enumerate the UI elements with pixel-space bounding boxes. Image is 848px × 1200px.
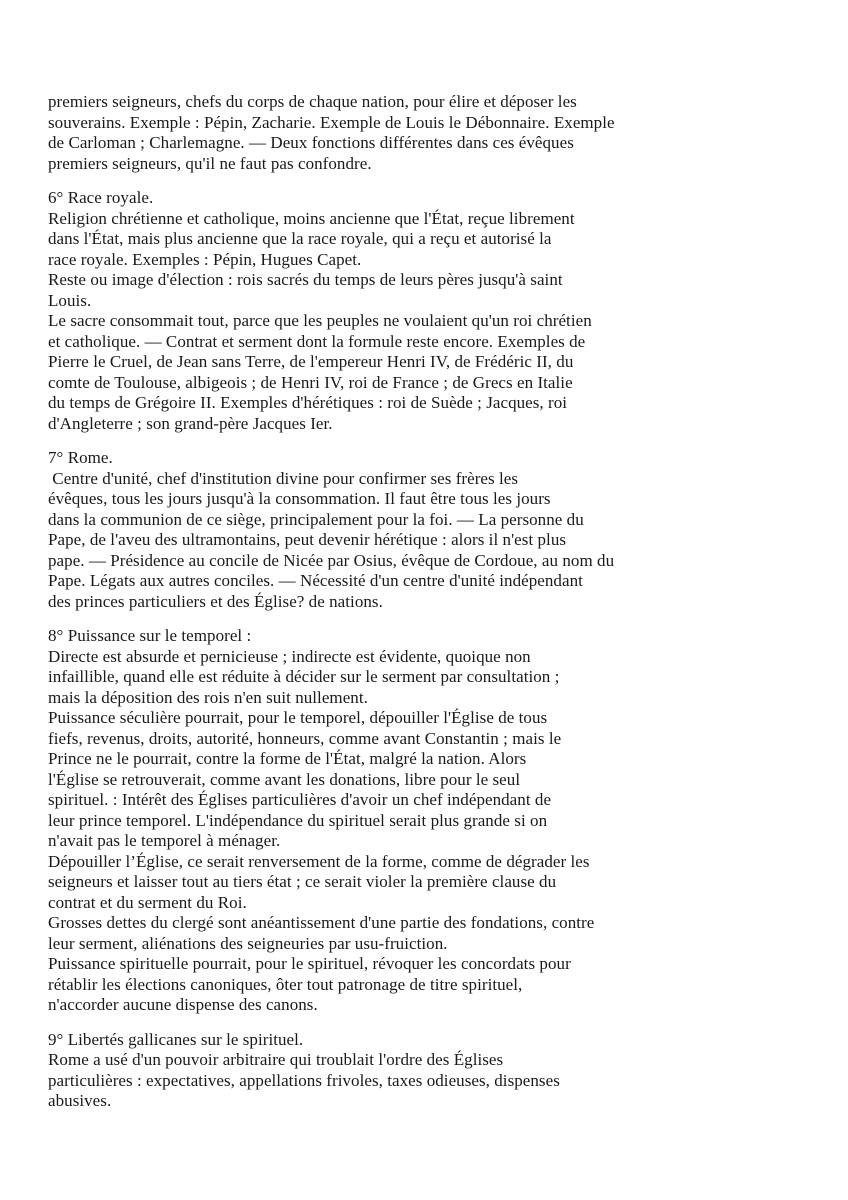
text-line: n'avait pas le temporel à ménager. xyxy=(48,831,281,850)
text-line: Puissance séculière pourrait, pour le temporel, dépouiller l'Église de tous xyxy=(48,708,548,727)
text-line: évêques, tous les jours jusqu'à la consommation. Il faut être tous les jours xyxy=(48,489,551,508)
section-6-race-royale xyxy=(48,188,633,434)
text-line: abusives. xyxy=(48,1091,112,1110)
text-line: Religion chrétienne et catholique, moins ancienne que l'État, reçue librement xyxy=(48,208,575,228)
text-line: Rome a usé d'un pouvoir arbitraire qui troublait l'ordre des Églises xyxy=(48,1050,504,1069)
text-line: Grosses dettes du clergé sont anéantissement d'une partie des fondations, contre xyxy=(48,913,595,932)
text-line: contrat et du serment du Roi. xyxy=(48,892,247,912)
text-line: Reste ou image d'élection : rois sacrés du temps de leurs pères jusqu'à saint xyxy=(48,270,563,289)
text-line: Pape, de l'aveu des ultramontains, peut devenir hérétique : alors il n'est plus xyxy=(48,530,567,549)
text-line: mais la déposition des rois n'en suit nullement. xyxy=(48,687,368,707)
text-line: dans la communion de ce siège, principalement pour la foi. — La personne du xyxy=(48,509,584,529)
text-line: Louis. xyxy=(48,290,92,310)
text-line: premiers seigneurs, chefs du corps de chaque nation, pour élire et déposer les xyxy=(48,92,577,111)
text-line: 7° Rome. xyxy=(48,448,113,467)
text-line: dans l'État, mais plus ancienne que la race royale, qui a reçu et autorisé la xyxy=(48,229,552,248)
text-line: Centre d'unité, chef d'institution divine pour confirmer ses frères les xyxy=(48,468,519,488)
text-line: fiefs, revenus, droits, autorité, honneurs, comme avant Constantin ; mais le xyxy=(48,728,562,748)
text-line: pape. — Présidence au concile de Nicée par Osius, évêque de Cordoue, au nom du xyxy=(48,550,615,570)
text-line: Puissance spirituelle pourrait, pour le spirituel, révoquer les concordats pour xyxy=(48,954,571,973)
text-line: Pierre le Cruel, de Jean sans Terre, de l'empereur Henri IV, de Frédéric II, du xyxy=(48,352,574,371)
text-line: Dépouiller l’Église, ce serait renversement de la forme, comme de dégrader les xyxy=(48,851,590,871)
text-line: race royale. Exemples : Pépin, Hugues Capet. xyxy=(48,249,362,269)
section-8-puissance-temporel xyxy=(48,626,633,1016)
text-column xyxy=(48,92,633,1126)
text-line: du temps de Grégoire II. Exemples d'hérétiques : roi de Suède ; Jacques, roi xyxy=(48,393,568,412)
text-line: des princes particuliers et des Église? de nations. xyxy=(48,591,383,611)
text-line: de Carloman ; Charlemagne. — Deux fonctions différentes dans ces évêques xyxy=(48,133,574,152)
text-line: 6° Race royale. xyxy=(48,188,154,207)
text-line: souverains. Exemple : Pépin, Zacharie. Exemple de Louis le Débonnaire. Exemple xyxy=(48,112,615,132)
text-line: infaillible, quand elle est réduite à décider sur le serment par consultation ; xyxy=(48,667,560,686)
section-9-libertes-gallicanes xyxy=(48,1030,633,1112)
text-line: seigneurs et laisser tout au tiers état ; ce serait violer la première clause du xyxy=(48,872,557,891)
text-line: leur serment, aliénations des seigneuries par usu-fruiction. xyxy=(48,933,448,953)
text-line: Prince ne le pourrait, contre la forme de l'État, malgré la nation. Alors xyxy=(48,749,527,768)
section-7-rome xyxy=(48,448,633,612)
text-line: 9° Libertés gallicanes sur le spirituel. xyxy=(48,1029,304,1049)
text-line: premiers seigneurs, qu'il ne faut pas confondre. xyxy=(48,153,372,173)
text-line: n'accorder aucune dispense des canons. xyxy=(48,995,318,1014)
text-line: 8° Puissance sur le temporel : xyxy=(48,626,252,645)
text-line: comte de Toulouse, albigeois ; de Henri IV, roi de France ; de Grecs en Italie xyxy=(48,372,573,392)
paragraph-preceding xyxy=(48,92,633,174)
text-line: particulières : expectatives, appellations frivoles, taxes odieuses, dispenses xyxy=(48,1070,560,1090)
text-line: Pape. Légats aux autres conciles. — Nécessité d'un centre d'unité indépendant xyxy=(48,571,583,590)
text-line: Directe est absurde et pernicieuse ; indirecte est évidente, quoique non xyxy=(48,646,531,666)
text-line: rétablir les élections canoniques, ôter tout patronage de titre spirituel, xyxy=(48,974,523,994)
text-line: et catholique. — Contrat et serment dont la formule reste encore. Exemples de xyxy=(48,331,586,351)
text-line: l'Église se retrouverait, comme avant les donations, libre pour le seul xyxy=(48,769,521,789)
text-line: spirituel. : Intérêt des Églises particulières d'avoir un chef indépendant de xyxy=(48,790,552,809)
text-line: d'Angleterre ; son grand-père Jacques Ier. xyxy=(48,413,333,433)
text-line: leur prince temporel. L'indépendance du spirituel serait plus grande si on xyxy=(48,810,548,830)
text-line: Le sacre consommait tout, parce que les peuples ne voulaient qu'un roi chrétien xyxy=(48,311,592,330)
